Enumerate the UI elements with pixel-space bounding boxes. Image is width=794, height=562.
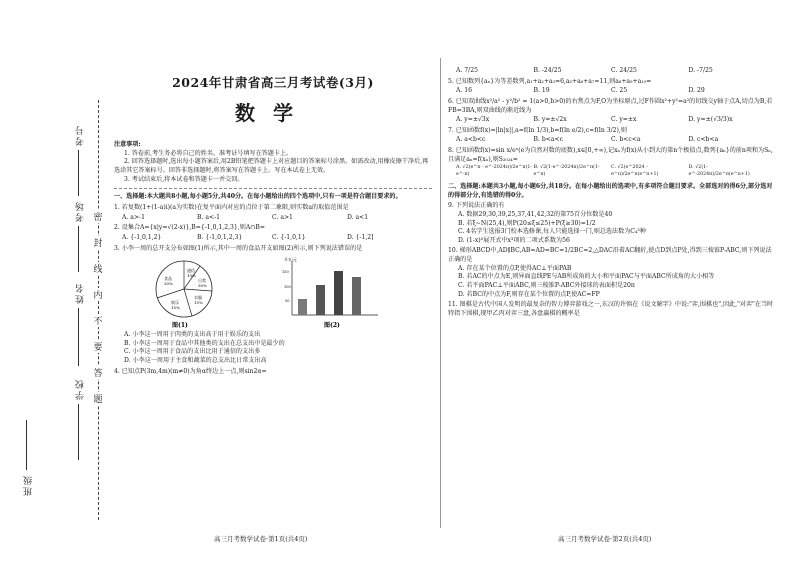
- question-10-option: B. 若AC的中点为E,则异面直线PE与AB所成角的大小和平面PAC与平面ABC所成角的大小相等: [458, 273, 715, 281]
- option: C. 25: [611, 87, 628, 95]
- question-9-option: D. (1-x)⁸展开式中x³项的二项式系数为56: [458, 236, 570, 244]
- option: B. {-1,0,1,2,3}: [197, 233, 243, 241]
- xingming-line: [78, 308, 79, 366]
- option: D. c<b<a: [688, 136, 719, 144]
- option: D. -7/25: [688, 67, 713, 74]
- option: B. a<-1: [197, 213, 221, 221]
- option: C. √2(e^2024 - e^π)/2e^π(e^π+1): [611, 165, 659, 178]
- option: A. a>-1: [122, 213, 145, 221]
- question-11: 11. 图棋是古代中国人发明的最复杂的智力博弈游戏之一,东汉的许慎在《说文解字》中说:"弈,围棋也",因此,"对弈"在当时特指下围棋,现甲乙丙对弈三盘,各盘赢棋的概率是: [448, 301, 774, 317]
- notice-divider: [114, 188, 432, 189]
- seal-char: 答: [92, 366, 104, 379]
- option: C. a>1: [272, 213, 293, 221]
- question-10-option: D. 若BC的中点为F,则存在某个位置的点P,使AC=FP: [458, 290, 600, 298]
- xingming-label: 姓名: [76, 282, 86, 304]
- option: A. √2(e^π - e^-2024π)/2e^π(1-e^-π): [456, 165, 533, 178]
- option: A. y=±√3x: [456, 116, 490, 124]
- option: A. 16: [456, 87, 473, 95]
- option: A. 7/25: [456, 67, 478, 74]
- question-9-option: A. 数据29,30,39,25,37,41,42,32的第75百分位数是40: [458, 210, 613, 218]
- option: D. √2(1-e^-2024π)/2e^π(e^π+1): [688, 165, 750, 178]
- figure-1-caption: 图(1): [172, 322, 188, 330]
- pie-label: 通信: [187, 268, 195, 274]
- question-5-options: [448, 87, 776, 96]
- kaohao-line: [78, 150, 79, 196]
- option: A. a<b<c: [456, 136, 486, 144]
- pie-label: 日常: [198, 278, 206, 284]
- xuexiao-line: [78, 404, 79, 460]
- bar-tick: 50: [285, 299, 290, 304]
- notice-item: 1. 答卷前,考生务必将自己的姓名、准考证号填写在答题卡上。: [124, 149, 293, 157]
- seal-char: 不: [92, 314, 104, 327]
- notice-item: 3. 考试结束后,将本试卷和答题卡一并交回。: [124, 175, 244, 183]
- column-divider: [440, 58, 441, 528]
- notice-title: 注意事项:: [114, 141, 141, 149]
- subject-title: 数学: [235, 100, 311, 125]
- question-10-option: A. 存在某个位置的点P,使得AC⊥平面PAB: [458, 264, 572, 272]
- option: C. {-1,0,1}: [272, 233, 306, 241]
- question-9: 9. 下列说法正确的有: [448, 202, 505, 210]
- option: B. y=±√2x: [533, 116, 567, 124]
- xuexiao-label: 学校: [76, 378, 86, 400]
- seal-char: 内: [92, 288, 104, 301]
- exam-title: 2024年甘肃省高三月考试卷(3月): [172, 75, 374, 90]
- option: B. -24/25: [533, 67, 562, 74]
- pie-slice-edge: [157, 289, 184, 298]
- pie-pct: 30%: [198, 283, 207, 289]
- banji-line: [26, 420, 27, 470]
- option: A. {-1,0,1,2}: [122, 233, 162, 241]
- question-6-options: [448, 116, 776, 125]
- pie-pct: 15%: [171, 305, 180, 311]
- question-1: 1. 若复数(1+(1-a)i)(a为实数)在复平面内对应的点位于第二象限,则实数a的取值范围是: [114, 203, 349, 211]
- question-4-options: [448, 67, 776, 76]
- question-10: 10. 梯形ABCD中,AD∥BC,AB=AD=BC=1/2BC=2,△DAC沿着AC翻折,使点D到点P处,得到三棱锥P-ABC,则下列说法正确的是: [448, 247, 772, 264]
- question-8-options: [448, 165, 776, 179]
- notice-item: 2. 回答选择题时,选出每小题答案后,用2B铅笔把答题卡上对应题目的答案标号涂黑。如需改动,用橡皮擦干净后,再选涂其它答案标号。回答非选择题时,将答案写在答题卡上。写在本试卷上无效。: [114, 158, 429, 175]
- bar-chart: [282, 257, 378, 329]
- question-3-figures: [114, 255, 432, 331]
- seal-char: 线: [92, 262, 104, 275]
- seal-char: 密: [92, 210, 104, 223]
- bar-y-label: 开支/元: [284, 257, 297, 263]
- pie-label: 娱乐: [171, 300, 179, 306]
- question-8: 8. 已知函数f(x)=sin x/eˣ(e为自然对数的底数),x∈[0,+∞),记xₙ为f(x)从小到大的第n个极值点,数列{aₙ}的前n项和为Sₙ,且满足aₙ=f(xₙ),则S₂₀₂₄=: [448, 147, 773, 163]
- bar-tick: 100: [284, 285, 291, 290]
- option: C. y=±x: [611, 116, 637, 124]
- option: D. 29: [688, 87, 705, 95]
- pie-pct: 30%: [164, 281, 173, 287]
- option: D. y=±(√3/3)x: [688, 116, 733, 124]
- question-7-options: [448, 136, 776, 145]
- question-9-option: B. 若ξ~N(25,4),则P(20≤ξ≤25)+P(ξ≥30)=1/2: [458, 219, 596, 227]
- option: B. 19: [533, 87, 550, 95]
- pie-pct: 15%: [194, 300, 203, 306]
- page-1-footer: 高三月考数学试卷·第1页(共4页): [214, 534, 308, 543]
- pie-label: 衣服: [194, 295, 202, 301]
- section-1-heading: 一、选择题:本大题共8小题,每小题5分,共40分。在每小题给出的四个选项中,只有一项是符合题目要求的。: [114, 193, 402, 201]
- seal-dashed-line: [98, 100, 99, 520]
- question-2: 2. 设集合A={x|y=√(2-x)},B={-1,0,1,2,3},则A∩B=: [114, 224, 265, 232]
- option: D. a<1: [347, 213, 369, 221]
- seal-char: 题: [92, 392, 104, 405]
- option: B. b<a<c: [533, 136, 564, 144]
- option: C. b<c<a: [611, 136, 641, 144]
- seal-char: 要: [92, 340, 104, 353]
- page-2-column: [448, 0, 776, 562]
- pie-slice-edge: [184, 289, 212, 291]
- option: C. 24/25: [611, 67, 637, 74]
- kaochang-line: [78, 226, 79, 272]
- question-6: 6. 已知双曲线x²/a² - y²/b² = 1(a>0,b>0)的右焦点为F,O为坐标原点,过F作圆x²+y²=a²的切线交y轴于点A,切点为B,若FB=3BA,则双曲线的渐近线为: [448, 97, 773, 114]
- question-3-option: A. 小李这一周用于肉类的支出高于用于娱乐的支出: [124, 331, 261, 339]
- question-3: 3. 小李一周的总开支分布如图(1)所示,其中一周的食品开支如图(2)所示,则下列说法错误的是: [114, 244, 363, 252]
- kaohao-label: 考号: [76, 124, 86, 146]
- option: B. √2(1-e^-2024π)/2e^π(1-e^π): [533, 165, 600, 178]
- pie-slice-edge: [184, 289, 192, 316]
- page-2-footer: 高三月考数学试卷·第2页(共4页): [558, 534, 652, 543]
- bar: [298, 299, 307, 315]
- section-2-heading: 二、选择题:本题共3小题,每小题6分,共18分。在每小题给出的选项中,有多项符合题目要求。全部选对的得6分,部分选对的得部分分,有选错的得0分。: [448, 183, 773, 199]
- figures-svg: [114, 255, 432, 331]
- option: D. {-1,2]: [347, 233, 374, 241]
- page-1-column: [114, 0, 432, 562]
- question-3-option: D. 小李这一周用于主食和蔬菜的总支出比日常支出高: [124, 357, 267, 365]
- binding-strip: [0, 0, 112, 562]
- question-5: 5. 已知数列{aₙ}为等差数列,a₁+a₂+a₃=6,a₅+a₆+a₇=11,则a₈+a₉+a₁₀=: [448, 77, 652, 85]
- question-2-options: [114, 234, 432, 243]
- question-3-option: C. 小李这一周用于食品的支出比用于通信的支出多: [124, 348, 261, 356]
- pie-label: 食品: [164, 276, 172, 282]
- question-7: 7. 已知函数f(x)=|ln|x||,a=f(ln 1/3),b=f(ln e/2),c=f(ln 3/2),则: [448, 126, 627, 134]
- question-9-option: C. 4名学生选报3门校本选修课,每人只能选择一门,则总选法数为C₄³种: [458, 228, 646, 236]
- question-10-option: C. 若平面PAC⊥平面ABC,则三棱锥P-ABC外接球的表面积是20π: [458, 282, 635, 290]
- question-3-option: B. 小李这一周用于食品中其他类的支出在总支出中是最少的: [124, 339, 285, 347]
- bar-tick: 150: [282, 270, 289, 275]
- bar: [316, 285, 325, 315]
- bar: [334, 271, 343, 315]
- figure-2-caption: 图(2): [324, 322, 340, 330]
- seal-char: 封: [92, 236, 104, 249]
- banji-label: 班级: [24, 474, 34, 496]
- question-1-options: [114, 214, 432, 223]
- kaochang-label: 考场: [76, 200, 86, 222]
- pie-chart: [156, 261, 212, 329]
- bar: [352, 277, 361, 315]
- pie-pct: 10%: [187, 273, 196, 279]
- question-4: 4. 已知点P(3m,4m)(m≠0)为角α终边上一点,则sin2α=: [114, 367, 267, 375]
